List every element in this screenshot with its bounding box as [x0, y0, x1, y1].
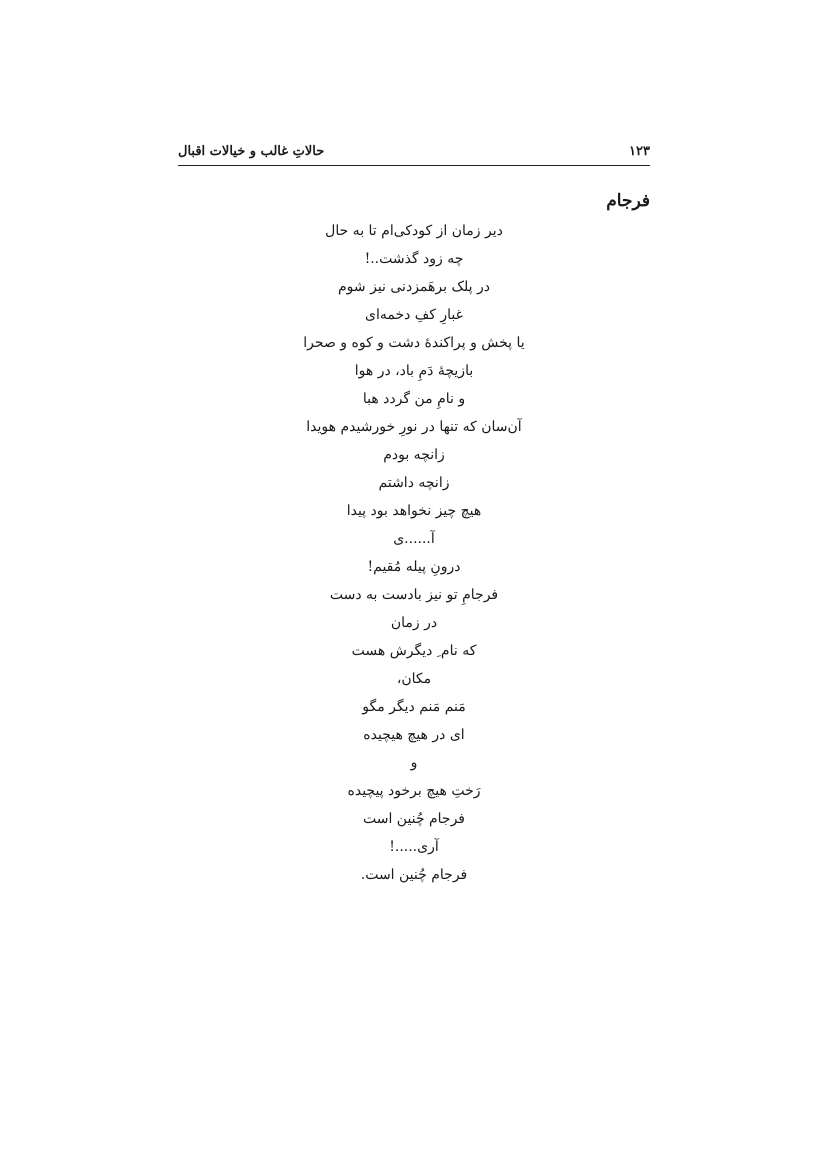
poem-line: آن‌سان که تنها در نورِ خورشیدم هویدا — [306, 419, 522, 435]
poem-line: مَنم مَنم دیگر مگو — [362, 699, 466, 715]
poem-line: آ......ی — [393, 531, 435, 547]
poem-line: و نامِ من گردد هبا — [362, 391, 466, 407]
poem-line: هیچ چیز نخواهد بود پیدا — [346, 503, 482, 519]
poem-line: زانچه داشتم — [378, 475, 450, 491]
poem-line: در پلک برهَمزدنی نیز شوم — [338, 279, 490, 295]
poem-line: بازیچهٔ دَمِ باد، در هوا — [354, 363, 474, 379]
poem-line: فرجامِ تو نیز بادست به دست — [329, 587, 499, 603]
poem-line: در زمان — [390, 615, 438, 631]
poem-line: فرجام چُنین است — [362, 811, 466, 827]
poem-line: یا پخش و پراکندهٔ دشت و کوه و صحرا — [303, 335, 525, 351]
poem-line: که نام ِ دیگرش هست — [351, 643, 477, 659]
poem-title: فرجام — [606, 191, 650, 211]
poem-line: مکان، — [396, 671, 432, 687]
running-header — [178, 141, 650, 166]
poem-line: و — [410, 755, 418, 771]
poem-line: چه زود گذشت..! — [364, 251, 464, 267]
poem-body — [178, 217, 650, 889]
poem-line: ای در هیچ هیچیده — [363, 727, 465, 743]
poem-line: زانچه بودم — [383, 447, 445, 463]
poem-line: رَختِ هیچ برخود پیچیده — [347, 783, 481, 799]
page-number: ۱۲۳ — [629, 144, 650, 159]
poem-line: فرجام چُنین است. — [360, 867, 468, 883]
poem-line: آری.....! — [389, 839, 439, 855]
running-header-title: حالاتِ غالب و خیالات اقبال — [178, 144, 325, 159]
poem-line: درونِ پیله مُقیم! — [367, 559, 461, 575]
poem-line: دیر زمان از کودکی‌ام تا به حال — [325, 223, 503, 239]
poem-line: غبارِ کفِ دخمه‌ای — [365, 307, 463, 323]
